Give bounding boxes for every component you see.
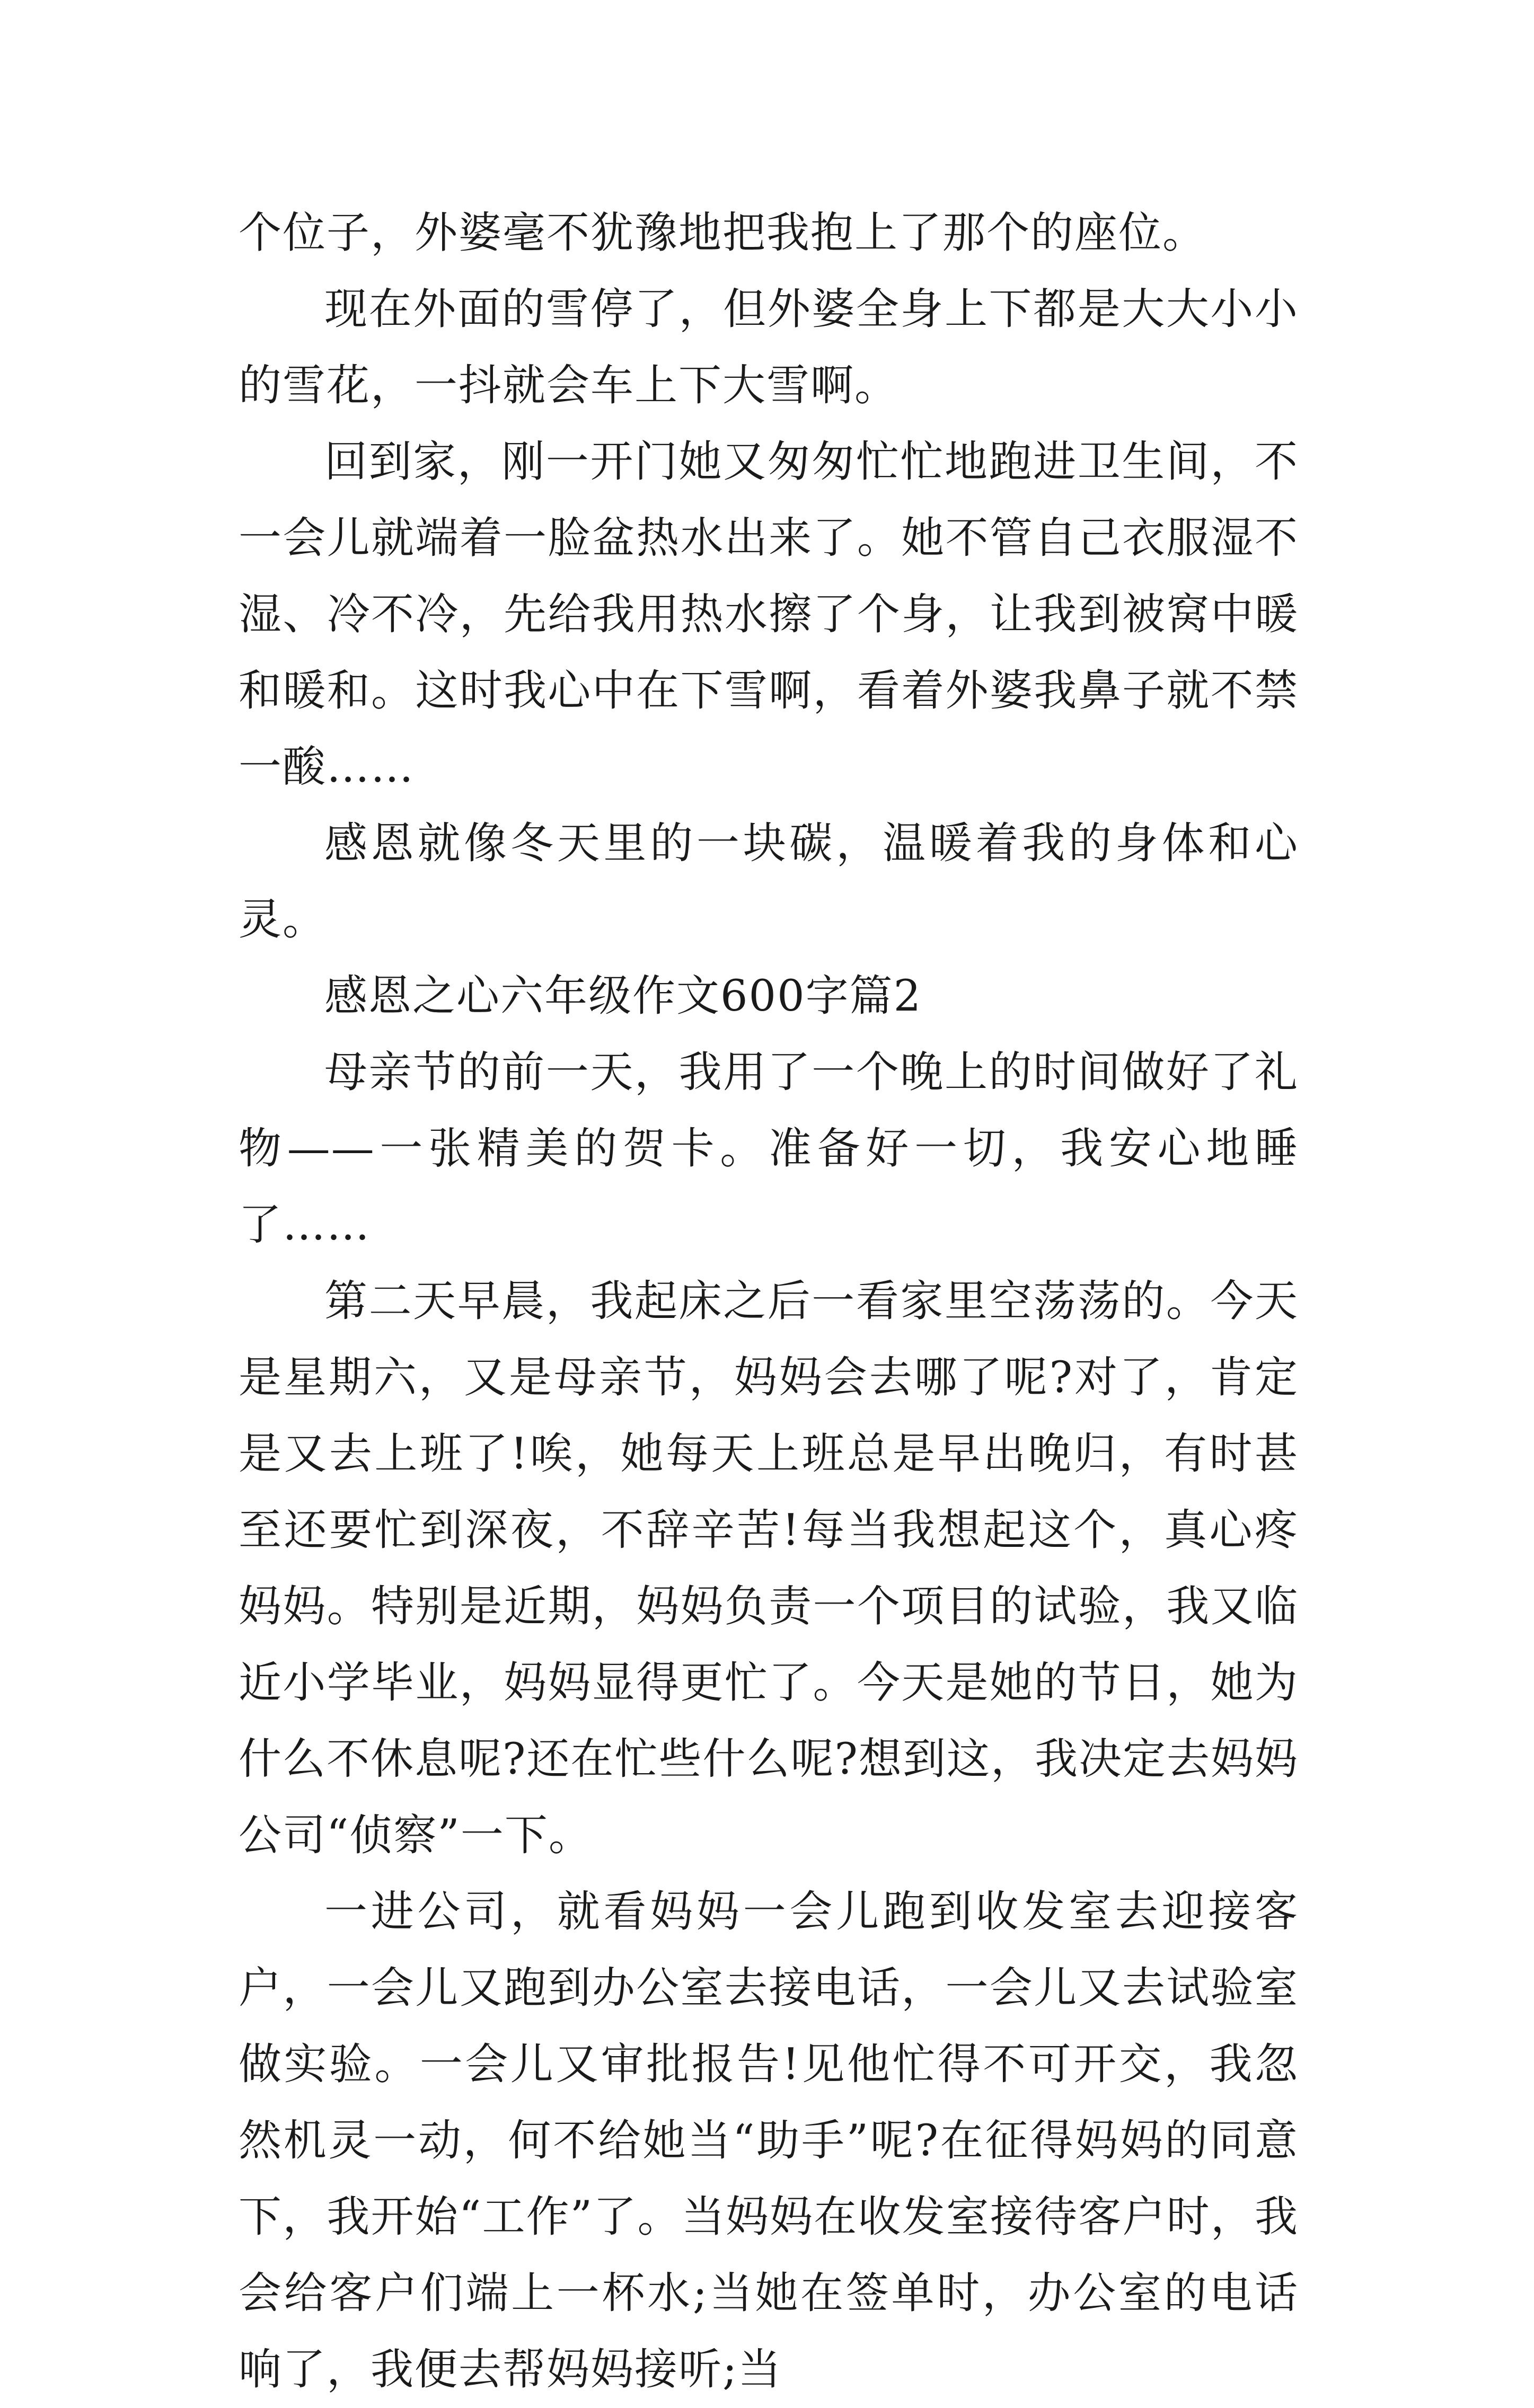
- paragraph: 母亲节的前一天，我用了一个晚上的时间做好了礼物——一张精美的贺卡。准备好一切，我安心地睡了……: [239, 1048, 1299, 1250]
- paragraph: 感恩就像冬天里的一块碳，温暖着我的身体和心灵。: [239, 819, 1299, 945]
- document-body: [239, 195, 1299, 2408]
- paragraph-continuation: 个位子，外婆毫不犹豫地把我抱上了那个的座位。: [239, 208, 1207, 258]
- paragraph: 第二天早晨，我起床之后一看家里空荡荡的。今天是星期六，又是母亲节，妈妈会去哪了呢?对了，肯定是又去上班了!唉，她每天上班总是早出晚归，有时甚至还要忙到深夜，不辞辛苦!每当我想起这个，真心疼妈妈。特别是近期，妈妈负责一个项目的试验，我又临近小学毕业，妈妈显得更忙了。今天是她的节日，她为什么不休息呢?还在忙些什么呢?想到这，我决定去妈妈公司“侦察”一下。: [239, 1277, 1299, 1861]
- paragraph: 一进公司，就看妈妈一会儿跑到收发室去迎接客户，一会儿又跑到办公室去接电话，一会儿又去试验室做实验。一会儿又审批报告!见他忙得不可开交，我忽然机灵一动，何不给她当“助手”呢?在征得妈妈的同意下，我开始“工作”了。当妈妈在收发室接待客户时，我会给客户们端上一杯水;当她在签单时，办公室的电话响了，我便去帮妈妈接听;当: [239, 1887, 1299, 2395]
- section-heading: 感恩之心六年级作文600字篇2: [324, 971, 922, 1021]
- paragraph: 现在外面的雪停了，但外婆全身上下都是大大小小的雪花，一抖就会车上下大雪啊。: [239, 285, 1299, 411]
- paragraph: 回到家，刚一开门她又匆匆忙忙地跑进卫生间，不一会儿就端着一脸盆热水出来了。她不管自己衣服湿不湿、冷不冷，先给我用热水擦了个身，让我到被窝中暖和暖和。这时我心中在下雪啊，看着外婆我鼻子就不禁一酸……: [239, 437, 1299, 792]
